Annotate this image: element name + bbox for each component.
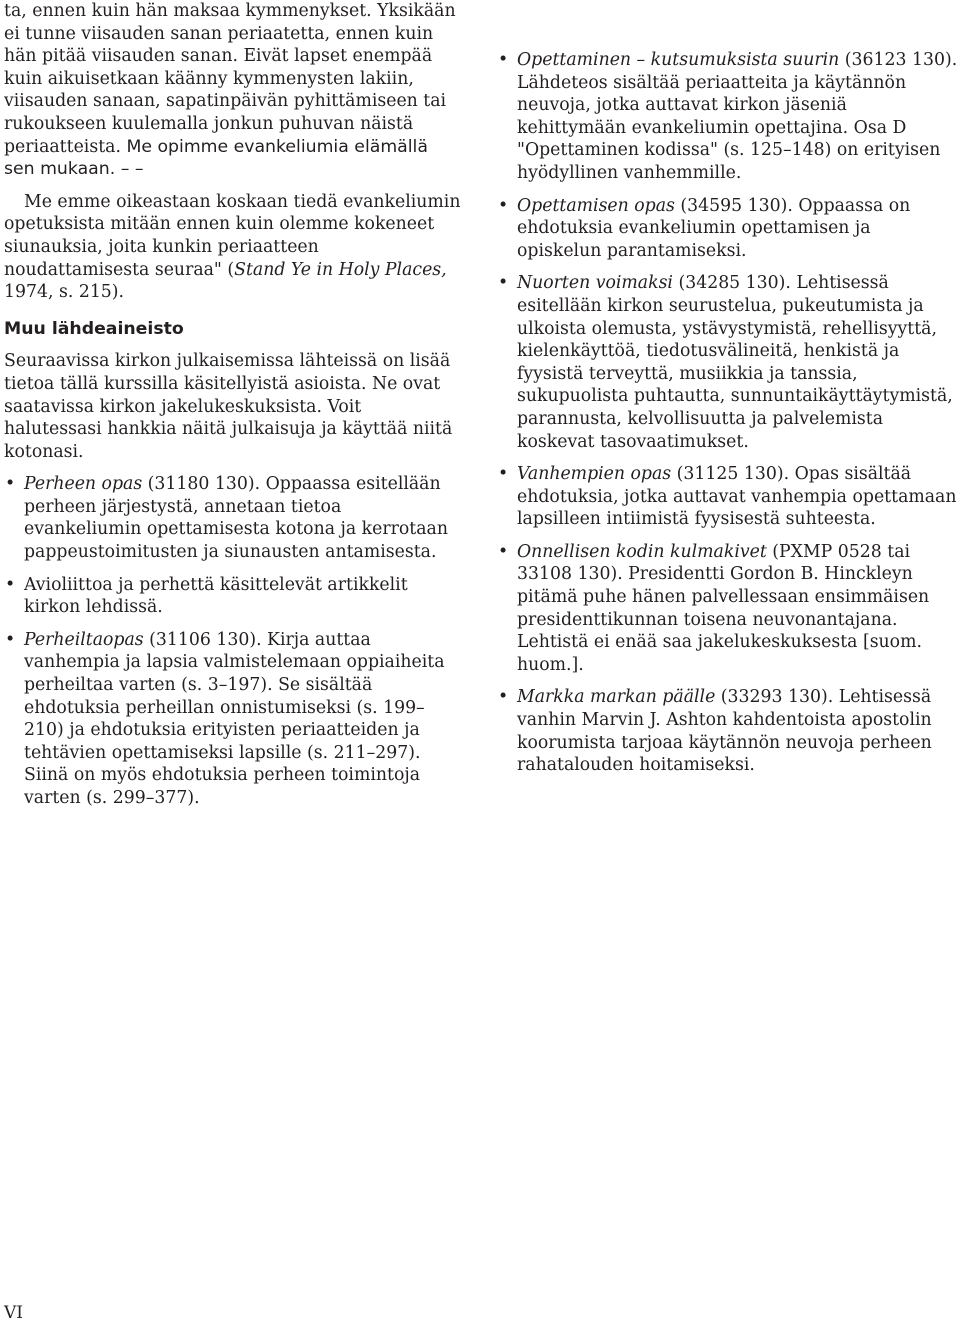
- resource-description: Avioliittoa ja perhettä käsittelevät artikkelit kirkon lehdissä.: [24, 574, 408, 618]
- list-item: [497, 49, 959, 185]
- intro-paragraph-1-emphasis: Me opimme evankeliumia elämällä sen mukaan. – –: [4, 136, 428, 180]
- intro-paragraph-1-text: ta, ennen kuin hän maksaa kymmenykset. Yksikään ei tunne viisauden sanan periaatetta, ennen kuin hän pitää viisauden sanan. Eivät lapset enempää kuin aikuisetkaan käänny kymmenysten lakiin, viisauden sanaan, sapatinpäivän pyhittämiseen tai rukoukseen kuulemalla jonkun puhuvan näistä periaatteista.: [4, 1, 456, 157]
- bullet-icon: •: [498, 541, 509, 562]
- section-intro: Seuraavissa kirkon julkaisemissa lähteissä on lisää tietoa tällä kurssilla käsitellyistä asioista. Ne ovat saatavissa kirkon jakelukeskuksista. Voit halutessasi hankkia näitä julkaisuja ja käyttää niitä kotonasi.: [4, 351, 453, 462]
- resource-description: (36123 130). Lähdeteos sisältää periaatteita ja käytännön neuvoja, jotka auttavat kirkon jäseniä kehittymään evankeliumin opettajina. Osa D "Opettaminen kodissa" (s. 125–148) on erityisen hyödyllinen vanhemmille.: [517, 50, 958, 183]
- bullet-icon: •: [498, 195, 509, 216]
- list-item: [4, 629, 464, 810]
- resource-list-left: [4, 473, 464, 809]
- list-item: [4, 473, 464, 563]
- bullet-icon: •: [498, 50, 509, 70]
- resource-description: (34285 130). Lehtisessä esitellään kirkon seurustelua, pukeutumista ja ulkoista olemusta, ystävystymistä, rehellisyyttä, kielenkäyttöä, tiedotusvälineitä, henkistä ja fyysistä terveyttä, musiikkia ja tanssia, sukupuolista puhtautta, sunnuntaikäyttäytymistä, parannusta, kelvollisuutta ja palvelemista koskevat tasovaatimukset.: [517, 273, 953, 452]
- intro-paragraph-2: [4, 191, 464, 304]
- resource-title: Onnellisen kodin kulmakivet: [517, 541, 767, 562]
- intro-paragraph-1: [4, 0, 464, 181]
- resource-title: Opettamisen opas: [517, 195, 675, 216]
- resource-title: Opettaminen – kutsumuksista suurin: [517, 50, 840, 70]
- left-column: [4, 0, 464, 820]
- resource-title: Perheiltaopas: [24, 629, 144, 650]
- resource-description: (PXMP 0528 tai 33108 130). Presidentti Gordon B. Hinckleyn pitämä puhe hänen palvellessaan ensimmäisen presidenttikunnan toisena neuvonantajana. Lehtistä ei enää saa jakelukeskuksesta [suom. huom.].: [517, 541, 930, 675]
- resource-description: (31125 130). Opas sisältää ehdotuksia, jotka auttavat vanhempia opettamaan lapsilleen intiimistä fyysisestä suhteesta.: [517, 464, 957, 530]
- right-column: [497, 0, 959, 787]
- resource-title: Nuorten voimaksi: [517, 273, 673, 294]
- column-continuation-spacer: [497, 0, 959, 45]
- list-item: [497, 686, 959, 776]
- list-item: [497, 463, 959, 531]
- list-item: [497, 541, 959, 677]
- bullet-icon: •: [498, 273, 509, 294]
- resource-description: (33293 130). Lehtisessä vanhin Marvin J. Ashton kahdentoista apostolin koorumista tarjoaa käytännön neuvoja perheen rahatalouden hoitamiseksi.: [517, 687, 932, 776]
- resource-description: (31106 130). Kirja auttaa vanhempia ja lapsia valmistelemaan oppiaiheita perheiltaa varten (s. 3–197). Se sisältää ehdotuksia perheillan onnistumiseksi (s. 199–210) ja ehdotuksia erityisten periaatteiden ja tehtävien opettamiseksi lapsille (s. 211–297). Siinä on myös ehdotuksia perheen toimintoja varten (s. 299–377).: [24, 629, 445, 808]
- resource-title: Markka markan päälle: [517, 687, 716, 708]
- list-item: [4, 574, 464, 619]
- bullet-icon: •: [5, 574, 16, 595]
- bullet-icon: •: [5, 629, 16, 650]
- bullet-icon: •: [498, 464, 509, 485]
- resource-description: (31180 130). Oppaassa esitellään perheen järjestystä, annetaan tietoa evankeliumin opettamisesta kotona ja kerrotaan pappeustoimitusten ja siunausten antamisesta.: [24, 474, 448, 563]
- source-citation: 1974, s. 215).: [4, 282, 125, 303]
- list-item: [497, 272, 959, 453]
- section-heading: Muu lähdeaineisto: [4, 318, 184, 339]
- resource-description: (34595 130). Oppaassa on ehdotuksia evankeliumin opettamisen ja opiskelun parantamiseksi.: [517, 195, 911, 261]
- resource-title: Perheen opas: [24, 474, 143, 495]
- list-item: [497, 195, 959, 263]
- source-title: Stand Ye in Holy Places,: [234, 259, 447, 280]
- page-number: VI: [4, 1303, 23, 1323]
- intro-paragraph-2-text: Me emme oikeastaan koskaan tiedä evankeliumin opetuksista mitään ennen kuin olemme kokeneet siunauksia, joita kunkin periaatteen noudattamisesta seuraa" (: [4, 191, 461, 280]
- bullet-icon: •: [5, 474, 16, 495]
- bullet-icon: •: [498, 687, 509, 708]
- resource-title: Vanhempien opas: [517, 464, 672, 485]
- resource-list-right: [497, 49, 959, 777]
